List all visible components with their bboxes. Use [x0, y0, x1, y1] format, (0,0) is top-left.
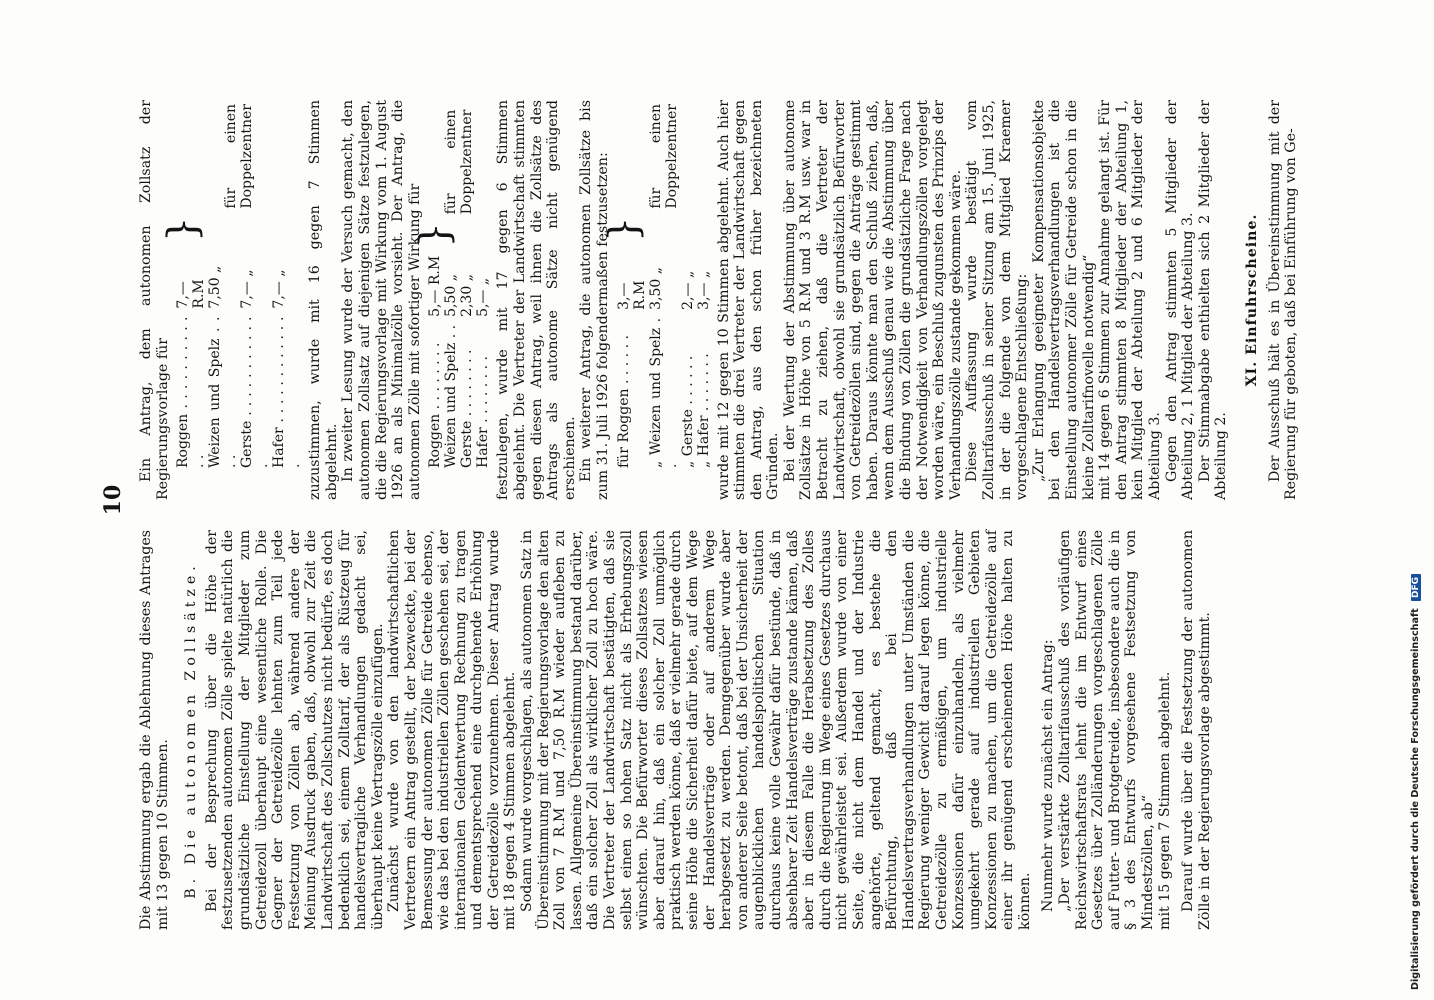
- paragraph-vote-result: Die Abstimmung ergab die Ablehnung dieses Antrages mit 13 gegen 10 Stimmen.: [138, 530, 171, 930]
- rate-value: 5,— „: [475, 277, 492, 317]
- dfg-logo: DFG: [1411, 574, 1421, 601]
- paragraph-second-reading: In zweiter Lesung wurde der Versuch gemacht, den autonomen Zollsatz auf diejenigen Sätze festzulegen, die die Regierungsvorlage mit Wirkung vom 1. August 1926 an als Minimalzölle vorsieht. Der Antrag, die autonomen Zölle mit sofortiger Wirkung für: [340, 100, 423, 500]
- quoted-resolution: „Zur Erlangung geeigneter Kompensationsobjekte bei den Handelsvertragsverhandlungen ist die Einstellung autonomer Zölle für Getreide schon in die kleine Zolltarifnovelle notwendig“: [1030, 100, 1097, 500]
- rate-value: 7,50 „: [207, 265, 224, 309]
- right-column: [138, 100, 1300, 500]
- rate-value: 3,50 „: [647, 266, 664, 310]
- left-column: [138, 530, 1213, 930]
- section-heading-xi: XI. Einfuhrscheine.: [1243, 213, 1260, 387]
- paragraph-vote-12-10: wurde mit 12 gegen 10 Stimmen abgelehnt. Auch hier stimmten die drei Vertreter der Landwirtschaft gegen den Antrag, aus den schon früher bezeichneten Gründen.: [715, 100, 782, 500]
- brace-glyph: }: [412, 222, 459, 248]
- rate-value: 3,— „: [695, 270, 712, 310]
- paragraph-abstentions: Der Stimmabgabe enthielten sich 2 Mitglieder der Abteilung 2.: [1196, 100, 1230, 500]
- rate-label: Roggen . . . . . . . . . . . .: [175, 316, 208, 468]
- rate-label: für Roggen . . . . . .: [615, 335, 632, 468]
- paragraph-vote-16-7: zuzustimmen, wurde mit 16 gegen 7 Stimmen abgelehnt.: [307, 100, 340, 500]
- rates-table-2: [412, 106, 492, 472]
- paragraph-vote-14-6: mit 14 gegen 6 Stimmen zur Annahme gelangt ist. Für den Antrag stimmten 8 Mitglieder der Abteilung 1, kein Mitglied der Abteilung 2 und 6 Mitglieder der Abteilung 3.: [1097, 100, 1163, 500]
- brace-glyph: }: [600, 216, 647, 243]
- brace-glyph: }: [160, 216, 207, 243]
- paragraph-further-motion: Ein weiterer Antrag, die autonomen Zollsätze bis zum 31. Juli 1926 folgendermaßen festzusetzen:: [578, 100, 611, 500]
- rotated-document-page: [100, 70, 1320, 930]
- rate-label: Weizen und Spelz . .: [443, 324, 460, 468]
- rate-label: „ Weizen und Spelz . .: [647, 317, 680, 468]
- rate-value: 2,— „: [679, 270, 696, 310]
- paragraph-motion-rates: Ein Antrag, dem autonomen Zollsatz der Regierungsvorlage für: [138, 100, 171, 500]
- rate-value: 2,30 „: [459, 274, 476, 317]
- rate-value: 7,— R.M: [175, 279, 208, 309]
- paragraph-vote-17-6: festzulegen, wurde mit 17 gegen 6 Stimmen abgelehnt. Die Vertreter der Landwirtschaft stimmten gegen diesen Antrag, weil ihnen die Zollsätze des Antrags als autonome Sätze nicht genügend erschienen.: [495, 100, 578, 500]
- rate-value: 5,— R.M: [427, 255, 444, 317]
- page-number: 10: [100, 484, 126, 516]
- rate-label: Gerste . . . . . . . . . . . .: [239, 316, 272, 468]
- rate-unit-note: für einen Doppelzentner: [223, 104, 256, 209]
- rate-label: Hafer . . . . . . . .: [475, 356, 492, 468]
- rate-label: Roggen . . . . . . . .: [427, 342, 444, 468]
- paragraph-discussion: Bei der Besprechung über die Höhe der festzusetzenden autonomen Zölle spielte natürlich die grundsätzliche Einstellung der Mitglieder zum Getreidezoll überhaupt eine wesentliche Rolle. Die Gegner der Getreidezölle lehnten zum Teil jede Festsetzung von Zöllen ab, während andere der Meinung Ausdruck gaben, daß, obwohl zur Zeit die Landwirtschaft des Zollschutzes nicht bedürfe, es doch bedenklich sei, einem Zolltarif, der als Rüstzeug für handelsvertragliche Verhandlungen gedacht sei, überhaupt keine Vertragszölle einzufügen.: [203, 530, 386, 930]
- rate-value: 7,— „: [271, 269, 288, 309]
- paragraph-motion-result: mit 15 gegen 7 Stimmen abgelehnt.: [1156, 671, 1173, 930]
- rate-value: 3,— R.M: [615, 280, 648, 310]
- rates-table-3: [600, 100, 712, 472]
- digitization-credit: [1410, 0, 1421, 990]
- rate-unit-note: für einen Doppelzentner: [647, 104, 680, 209]
- paragraph-first-motion: Zunächst wurde von den landwirtschaftlichen Vertretern ein Antrag gestellt, der bezweckte, bei der Bemessung der autonomen Zölle für Getreide ebenso, wie das bei den industriellen Zöllen geschehen sei, der internationalen Geldentwertung Rechnung zu tragen und dementsprechend eine durchgehende Erhöhung der Getreidezölle vorzunehmen. Dieser Antrag wurde mit 18 gegen 4 Stimmen abgelehnt.: [386, 530, 519, 930]
- rate-unit-note: für einen Doppelzentner: [443, 109, 476, 215]
- rate-value: 5,50 „: [443, 274, 460, 317]
- paragraph-import-certificates: Der Ausschuß hält es in Übereinstimmung mit der Regierung für geboten, daß bei Einführung von Ge-: [1266, 100, 1300, 500]
- rate-label: Weizen und Spelz . . . .: [207, 316, 240, 468]
- paragraph-next-vote: Darauf wurde über die Festsetzung der autonomen Zölle in der Regierungsvorlage abgestimmt.: [1180, 530, 1213, 930]
- credit-text: Digitalisierung gefördert durch die Deutsche Forschungsgemeinschaft: [1410, 608, 1421, 990]
- rate-label: „ Gerste . . . . . .: [679, 355, 696, 468]
- paragraph-motion-intro: Nunmehr wurde zunächst ein Antrag:: [1040, 639, 1057, 912]
- paragraph-against: Gegen den Antrag stimmten 5 Mitglieder der Abteilung 2, 1 Mitglied der Abteilung 3.: [1163, 100, 1197, 500]
- quoted-motion: „Der verstärkte Zolltarifausschuß des vorläufigen Reichswirtschaftsrats lehnt die im Entwurf eines Gesetzes über Zolländerungen vorgeschlagenen Zölle auf Futter- und Brotgetreide, insbesondere auch die in § 3 des Entwurfs vorgesehene Festsetzung von Mindestzöllen, ab“: [1057, 530, 1157, 930]
- section-heading-b: B. Die autonomen Zollsätze.: [183, 561, 200, 899]
- rates-table-1: [160, 100, 304, 472]
- paragraph-confirmation: Diese Auffassung wurde bestätigt vom Zolltarifausschuß in seiner Sitzung am 15. Juni 1925, in der die folgende von dem Mitglied Kraemer vorgeschlagene Entschließung:: [964, 100, 1031, 500]
- rate-label: Gerste . . . . . . . .: [459, 349, 476, 468]
- rate-value: 7,— „: [239, 269, 256, 309]
- rate-label: Hafer . . . . . . . . . . . . .: [271, 316, 304, 468]
- rate-label: „ Hafer . . . . . . .: [695, 353, 712, 468]
- paragraph-assessment: Bei der Wertung der Abstimmung über autonome Zollsätze in Höhe von 5 R.M und 3 R.M usw. war in Betracht zu ziehen, daß die Vertreter der Landwirtschaft, obwohl sie grundsätzlich Befürworter von Getreidezöllen sind, gegen die Anträge gestimmt haben. Daraus könnte man den Schluß ziehen, daß, wenn dem Ausschuß genau wie die Abstimmung über die Bindung von Zöllen die grundsätzliche Frage nach der Notwendigkeit von Verhandlungszöllen vorgelegt worden wäre, ein Beschluß zugunsten des Prinzips der Verhandlungszölle zustande gekommen wäre.: [781, 100, 964, 500]
- paragraph-proposal: Sodann wurde vorgeschlagen, als autonomen Satz in Übereinstimmung mit der Regierungsvorlage den alten Zoll von 7 R.M und 7,50 R.M wieder aufleben zu lassen. Allgemeine Übereinstimmung bestand darüber, daß ein solcher Zoll als wirklicher Zoll zu hoch wäre. Die Vertreter der Landwirtschaft bestätigten, daß sie selbst einen so hohen Satz nicht als Erhebungszoll wünschten. Die Befürworter dieses Zollsatzes wiesen aber darauf hin, daß ein solcher Zoll unmöglich praktisch werden könne, daß er vielmehr gerade durch seine Höhe die Sicherheit dafür biete, auf dem Wege der Handelsverträge oder auf anderem Wege herabgesetzt zu werden. Demgegenüber wurde aber von anderer Seite betont, daß bei der Unsicherheit der augenblicklichen handelspolitischen Situation durchaus keine volle Gewähr dafür bestünde, daß in absehbarer Zeit Handelsverträge zustande kämen, daß aber in diesem Falle die Herabsetzung des Zolles durch die Regierung im Wege eines Gesetzes durchaus nicht gewährleistet sei. Außerdem wurde von einer Seite, die nicht dem Handel und der Industrie angehörte, geltend gemacht, es bestehe die Befürchtung, daß bei den Handelsvertragsverhandlungen unter Umständen die Regierung weniger Gewicht darauf legen könne, die Getreidezölle zu ermäßigen, um industrielle Konzessionen dafür einzuhandeln, als vielmehr umgekehrt gerade auf industriellen Gebieten Konzessionen zu machen, um die Getreidezölle auf einer ihr genügend erscheinenden Höhe halten zu können.: [519, 530, 1033, 930]
